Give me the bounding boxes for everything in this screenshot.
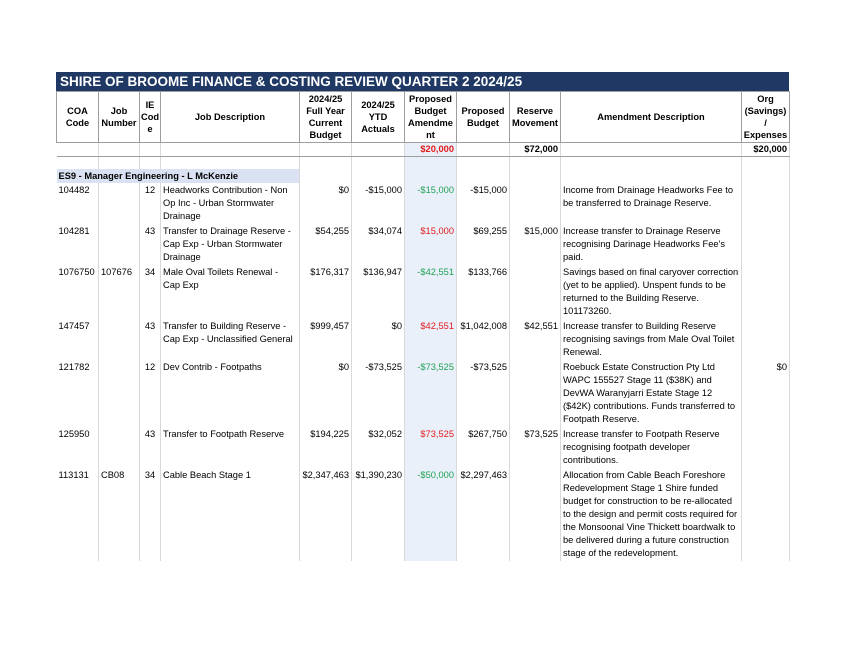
cell-reserve (510, 265, 561, 319)
cell-full-year: $0 (300, 183, 352, 224)
cell-desc: Headworks Contribution - Non Op Inc - Urban Stormwater Drainage (161, 183, 300, 224)
table-row (57, 183, 790, 224)
cell-amend-desc: Increase transfer to Building Reserve recognising savings from Male Oval Toilet Renewal. (561, 319, 742, 360)
cell-ie: 43 (140, 224, 161, 265)
cell-org: $0 (742, 360, 790, 427)
cell-amend: -$42,551 (405, 265, 457, 319)
blank-row (57, 157, 790, 170)
col-header-reserve: Reserve Movement (510, 92, 561, 143)
cell-full-year: $194,225 (300, 427, 352, 468)
cell-coa: 1076750 (57, 265, 99, 319)
cell-amend: -$15,000 (405, 183, 457, 224)
col-header-coa: COA Code (57, 92, 99, 143)
col-header-amend-desc: Amendment Description (561, 92, 742, 143)
table-row (57, 265, 790, 319)
cell-ytd: $32,052 (352, 427, 405, 468)
cell-org (742, 468, 790, 561)
cell-proposed: $267,750 (457, 427, 510, 468)
cell-desc: Cable Beach Stage 1 (161, 468, 300, 561)
table-row (57, 360, 790, 427)
cell-job (99, 319, 140, 360)
cell-ie: 12 (140, 360, 161, 427)
cell-job (99, 360, 140, 427)
cell-org (742, 427, 790, 468)
cell-org (742, 319, 790, 360)
cell-amend-desc: Income from Drainage Headworks Fee to be transferred to Drainage Reserve. (561, 183, 742, 224)
cell-ytd: $0 (352, 319, 405, 360)
cell-amend-desc: Savings based on final caryover correction (yet to be applied). Unspent funds to be returned to the Building Reserve. 101173260. (561, 265, 742, 319)
header-row (57, 92, 790, 143)
cell-proposed: -$73,525 (457, 360, 510, 427)
cell-amend-desc: Increase transfer to Drainage Reserve recognising Darinage Headworks Fee's paid. (561, 224, 742, 265)
cell-amend: -$50,000 (405, 468, 457, 561)
table-row (57, 224, 790, 265)
cell-org (742, 183, 790, 224)
cell-org (742, 265, 790, 319)
cell-reserve (510, 183, 561, 224)
cell-coa: 147457 (57, 319, 99, 360)
cell-coa: 104281 (57, 224, 99, 265)
col-header-desc: Job Description (161, 92, 300, 143)
cell-coa: 104482 (57, 183, 99, 224)
cell-proposed: -$15,000 (457, 183, 510, 224)
cell-org (742, 224, 790, 265)
cell-desc: Transfer to Building Reserve - Cap Exp - Unclassified General (161, 319, 300, 360)
cell-ytd: $34,074 (352, 224, 405, 265)
table-row (57, 427, 790, 468)
budget-table (56, 91, 790, 561)
cell-full-year: $0 (300, 360, 352, 427)
cell-desc: Male Oval Toilets Renewal - Cap Exp (161, 265, 300, 319)
cell-full-year: $2,347,463 (300, 468, 352, 561)
cell-desc: Transfer to Footpath Reserve (161, 427, 300, 468)
cell-reserve: $73,525 (510, 427, 561, 468)
cell-ie: 43 (140, 319, 161, 360)
col-header-full-year: 2024/25 Full Year Current Budget (300, 92, 352, 143)
cell-job: 107676 (99, 265, 140, 319)
cell-desc: Transfer to Drainage Reserve - Cap Exp - Urban Stormwater Drainage (161, 224, 300, 265)
cell-amend-desc: Increase transfer to Footpath Reserve recognising footpath developer contributions. (561, 427, 742, 468)
cell-reserve (510, 468, 561, 561)
cell-amend: $15,000 (405, 224, 457, 265)
cell-desc: Dev Contrib - Footpaths (161, 360, 300, 427)
cell-reserve: $15,000 (510, 224, 561, 265)
finance-review-sheet (56, 72, 789, 561)
sheet-title: SHIRE OF BROOME FINANCE & COSTING REVIEW QUARTER 2 2024/25 (56, 72, 789, 91)
cell-proposed: $2,297,463 (457, 468, 510, 561)
cell-reserve: $42,551 (510, 319, 561, 360)
table-row (57, 468, 790, 561)
cell-proposed: $1,042,008 (457, 319, 510, 360)
totals-row (57, 143, 790, 157)
cell-amend: $42,551 (405, 319, 457, 360)
cell-proposed: $133,766 (457, 265, 510, 319)
table-row (57, 319, 790, 360)
cell-coa: 113131 (57, 468, 99, 561)
cell-ytd: -$15,000 (352, 183, 405, 224)
col-header-amend: Proposed Budget Amendme nt (405, 92, 457, 143)
section-row (57, 169, 790, 183)
cell-reserve (510, 360, 561, 427)
cell-job (99, 224, 140, 265)
cell-full-year: $999,457 (300, 319, 352, 360)
cell-amend: $73,525 (405, 427, 457, 468)
cell-job: CB08 (99, 468, 140, 561)
cell-ie: 34 (140, 468, 161, 561)
col-header-job: Job Number (99, 92, 140, 143)
cell-amend-desc: Allocation from Cable Beach Foreshore Redevelopment Stage 1 Shire funded budget for construction to be re-allocated to the design and permit costs required for the Monsoonal Vine Thickett boardwalk to be delivered during a future construction stage of the redevelopment. (561, 468, 742, 561)
cell-proposed: $69,255 (457, 224, 510, 265)
col-header-ytd: 2024/25 YTD Actuals (352, 92, 405, 143)
cell-full-year: $176,317 (300, 265, 352, 319)
data-rows (57, 183, 790, 561)
cell-amend-desc: Roebuck Estate Construction Pty Ltd WAPC 155527 Stage 11 ($38K) and DevWA Waranyjarri Estate Stage 12 ($42K) contributions. Funds transferred to Footpath Reserve. (561, 360, 742, 427)
cell-ytd: $1,390,230 (352, 468, 405, 561)
cell-ie: 34 (140, 265, 161, 319)
col-header-org: Org (Savings) / Expenses (742, 92, 790, 143)
cell-ytd: -$73,525 (352, 360, 405, 427)
section-heading: ES9 - Manager Engineering - L McKenzie (57, 169, 300, 183)
cell-amend: -$73,525 (405, 360, 457, 427)
cell-full-year: $54,255 (300, 224, 352, 265)
total-org: $20,000 (742, 143, 790, 157)
cell-coa: 121782 (57, 360, 99, 427)
cell-ie: 43 (140, 427, 161, 468)
cell-job (99, 427, 140, 468)
cell-job (99, 183, 140, 224)
col-header-ie: IE Cod e (140, 92, 161, 143)
col-header-proposed: Proposed Budget (457, 92, 510, 143)
cell-ie: 12 (140, 183, 161, 224)
total-amend: $20,000 (405, 143, 457, 157)
cell-ytd: $136,947 (352, 265, 405, 319)
total-reserve: $72,000 (510, 143, 561, 157)
cell-coa: 125950 (57, 427, 99, 468)
